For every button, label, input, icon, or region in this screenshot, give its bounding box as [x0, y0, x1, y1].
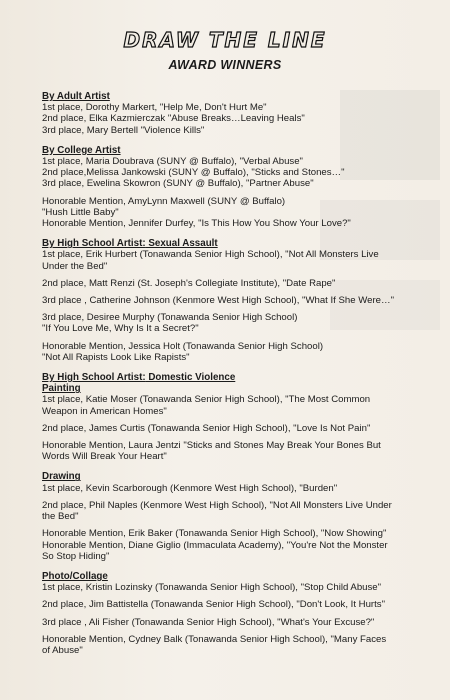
award-line: 2nd place, Elka Kazmierczak "Abuse Breaks…Leaving Heals" [42, 113, 305, 125]
award-line: Honorable Mention, Diane Giglio (Immaculata Academy), "You're Not the Monster [42, 539, 388, 551]
award-line: 2nd place, Jim Battistella (Tonawanda Senior High School), "Don't Look, It Hurts" [42, 599, 385, 611]
award-line: 1st place, Maria Doubrava (SUNY @ Buffalo), "Verbal Abuse" [42, 156, 303, 168]
subsection-heading-photo-collage: Photo/Collage [42, 570, 108, 582]
award-line: 1st place, Dorothy Markert, "Help Me, Don't Hurt Me" [42, 102, 267, 114]
award-line: 3rd place, Ewelina Skowron (SUNY @ Buffalo), "Partner Abuse" [42, 178, 314, 190]
award-line: Honorable Mention, Jessica Holt (Tonawanda Senior High School) [42, 340, 324, 352]
award-line: 3rd place, Mary Bertell "Violence Kills" [42, 124, 205, 136]
award-line: 3rd place, Desiree Murphy (Tonawanda Senior High School) [42, 312, 298, 324]
award-line: Under the Bed" [42, 260, 108, 272]
award-line: of Abuse" [42, 644, 83, 656]
award-line: "Hush Little Baby" [42, 206, 119, 218]
section-heading-adult: By Adult Artist [42, 91, 110, 102]
award-line: Words Will Break Your Heart" [42, 451, 167, 463]
award-line: 1st place, Kristin Lozinsky (Tonawanda Senior High School), "Stop Child Abuse" [42, 582, 382, 594]
page-title: DRAW THE LINE [123, 28, 327, 52]
award-line: "If You Love Me, Why Is It a Secret?" [42, 323, 199, 335]
award-line: So Stop Hiding" [42, 550, 110, 562]
award-line: Honorable Mention, Jennifer Durfey, "Is This How You Show Your Love?" [42, 218, 351, 230]
award-line: "Not All Rapists Look Like Rapists" [42, 351, 190, 363]
award-line: 1st place, Katie Moser (Tonawanda Senior High School), "The Most Common [42, 394, 371, 406]
award-line: Honorable Mention, Cydney Balk (Tonawanda Senior High School), "Many Faces [42, 633, 387, 645]
award-line: 3rd place , Catherine Johnson (Kenmore West High School), "What If She Were…" [42, 295, 394, 307]
section-heading-hs-sexual-assault: By High School Artist: Sexual Assault [42, 238, 218, 250]
award-line: 3rd place , Ali Fisher (Tonawanda Senior High School), "What's Your Excuse?" [42, 616, 375, 628]
award-line: 1st place, Kevin Scarborough (Kenmore West High School), "Burden" [42, 482, 338, 494]
award-line: 2nd place, Phil Naples (Kenmore West High School), "Not All Monsters Live Under [42, 499, 392, 511]
section-heading-college: By College Artist [42, 144, 121, 156]
award-line: the Bed" [42, 511, 79, 523]
award-line: 1st place, Erik Hurbert (Tonawanda Senior High School), "Not All Monsters Live [42, 249, 379, 261]
award-line: 2nd place, James Curtis (Tonawanda Senior High School), "Love Is Not Pain" [42, 422, 371, 434]
award-line: Honorable Mention, Erik Baker (Tonawanda Senior High School), "Now Showing" [42, 528, 387, 540]
subsection-heading-painting: Painting [42, 383, 81, 395]
awards-list [42, 82, 434, 656]
award-line: Honorable Mention, Laura Jentzi "Sticks and Stones May Break Your Bones But [42, 440, 381, 452]
award-line: Honorable Mention, AmyLynn Maxwell (SUNY @ Buffalo) [42, 195, 286, 207]
page-subtitle: AWARD WINNERS [168, 58, 282, 72]
subsection-heading-drawing: Drawing [42, 471, 81, 483]
award-line: Weapon in American Homes" [42, 405, 167, 417]
award-line: 2nd place,Melissa Jankowski (SUNY @ Buffalo), "Sticks and Stones…" [42, 167, 345, 179]
award-line: 2nd place, Matt Renzi (St. Joseph's Collegiate Institute), "Date Rape" [42, 277, 336, 289]
section-heading-hs-domestic-violence: By High School Artist: Domestic Violence [42, 372, 236, 384]
